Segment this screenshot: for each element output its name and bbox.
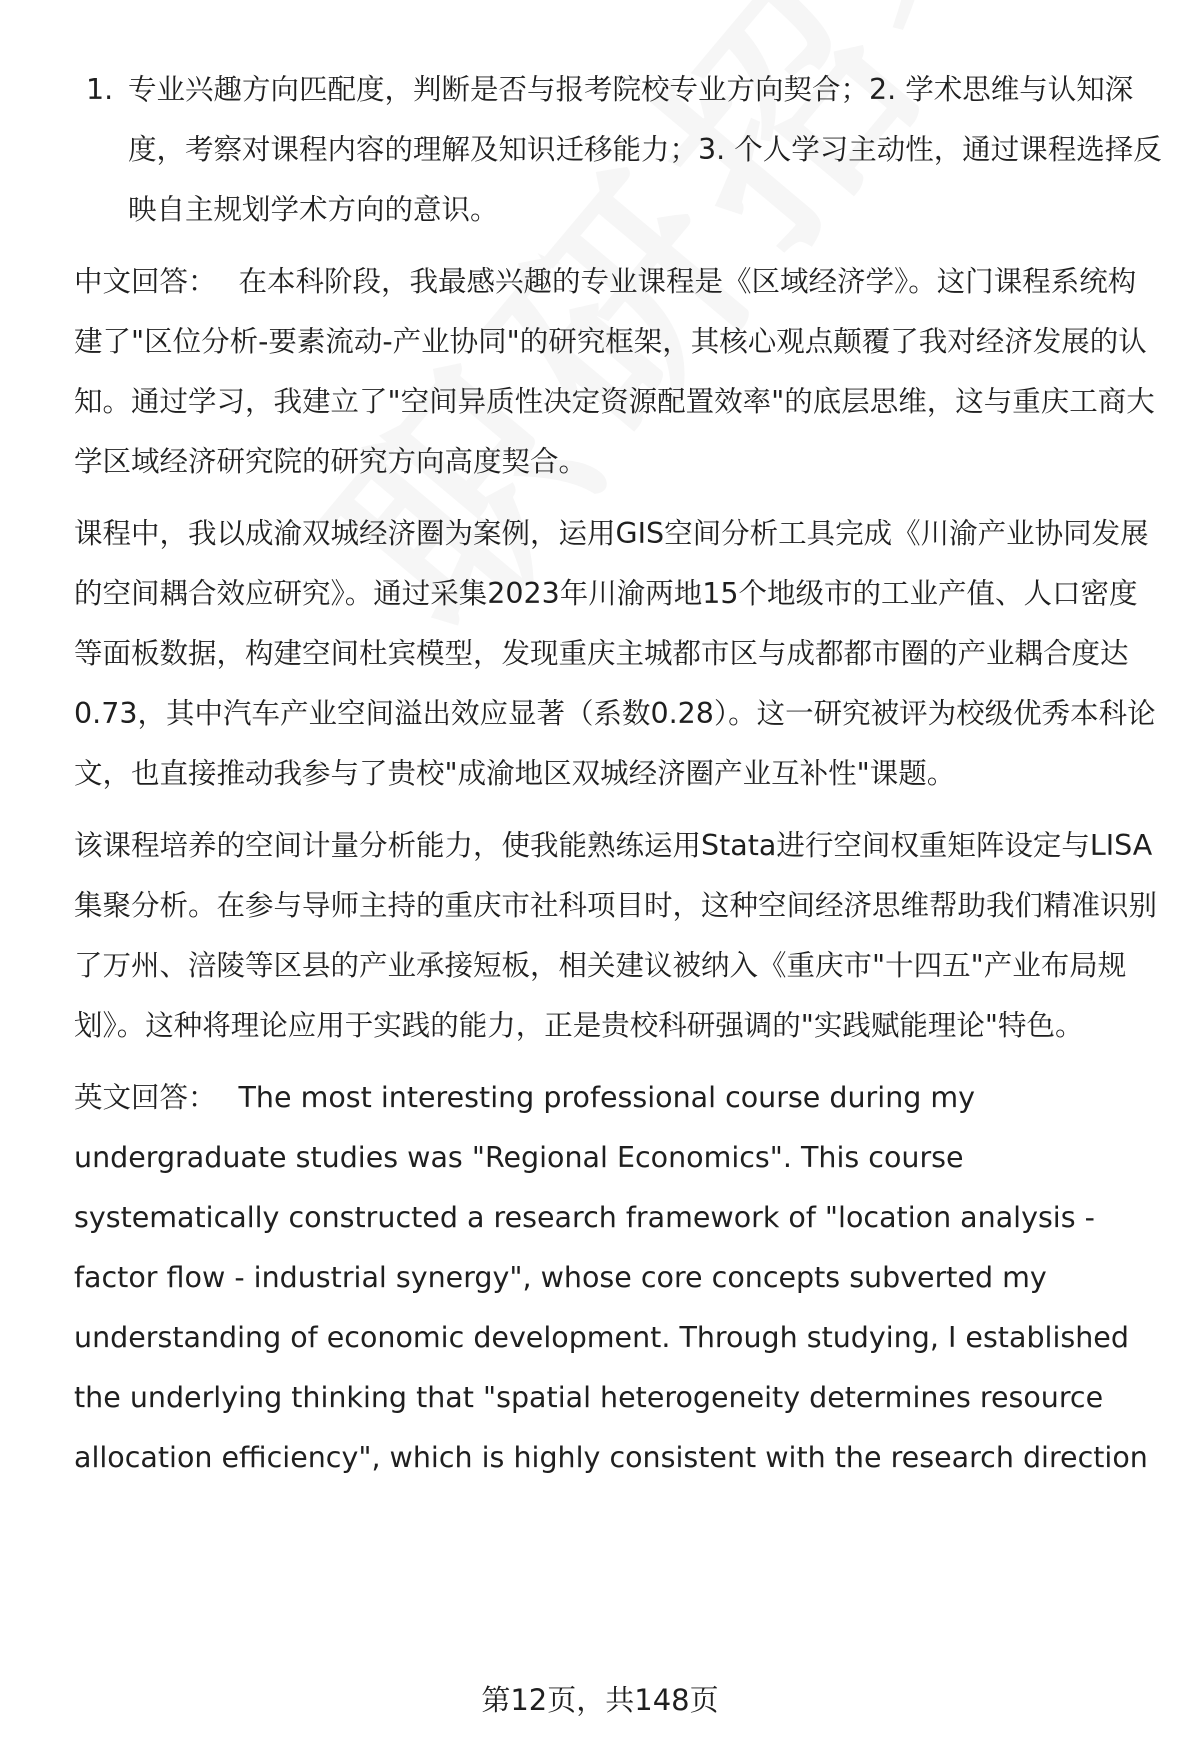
cn-answer-paragraph-1 <box>74 252 1164 492</box>
cn-answer-text-1: 在本科阶段，我最感兴趣的专业课程是《区域经济学》。这门课程系统构建了"区位分析-要素流动-产业协同"的研究框架，其核心观点颠覆了我对经济发展的认知。通过学习，我建立了"空间异质性决定资源配置效率"的底层思维，这与重庆工商大学区域经济研究院的研究方向高度契合。 <box>74 265 1155 478</box>
cn-answer-paragraph-2 <box>74 504 1164 804</box>
cn-answer-text-2: 课程中，我以成渝双城经济圈为案例，运用GIS空间分析工具完成《川渝产业协同发展的空间耦合效应研究》。通过采集2023年川渝两地15个地级市的工业产值、人口密度等面板数据，构建空间杜宾模型，发现重庆主城都市区与成都都市圈的产业耦合度达0.73，其中汽车产业空间溢出效应显著（系数0.28）。这一研究被评为校级优秀本科论文，也直接推动我参与了贵校"成渝地区双城经济圈产业互补性"课题。 <box>74 517 1156 790</box>
list-item-number: 1. <box>86 73 114 106</box>
en-answer-text: The most interesting professional course during my undergraduate studies was "Regional Economics". This course systematically constructed a research framework of "location analysis - factor flow - industrial synergy", whose core concepts subverted my understanding of economic development. Through studying, I established the underlying thinking that "spatial heterogeneity determines resource allocation efficiency", which is highly consistent with the research direction <box>74 1081 1148 1474</box>
cn-answer-label: 中文回答： <box>74 265 217 298</box>
en-answer-label: 英文回答： <box>74 1081 217 1114</box>
page-number: 第12页，共148页 <box>481 1683 719 1717</box>
page-content <box>74 60 1164 1500</box>
list-item <box>74 60 1164 240</box>
cn-answer-paragraph-3 <box>74 816 1164 1056</box>
cn-answer-text-3: 该课程培养的空间计量分析能力，使我能熟练运用Stata进行空间权重矩阵设定与LISA集聚分析。在参与导师主持的重庆市社科项目时，这种空间经济思维帮助我们精准识别了万州、涪陵等区县的产业承接短板，相关建议被纳入《重庆市"十四五"产业布局规划》。这种将理论应用于实践的能力，正是贵校科研强调的"实践赋能理论"特色。 <box>74 829 1158 1042</box>
en-answer-paragraph <box>74 1068 1164 1488</box>
list-item-text: 专业兴趣方向匹配度，判断是否与报考院校专业方向契合；2. 学术思维与认知深度，考察对课程内容的理解及知识迁移能力；3. 个人学习主动性，通过课程选择反映自主规划学术方向的意识。 <box>128 73 1162 226</box>
